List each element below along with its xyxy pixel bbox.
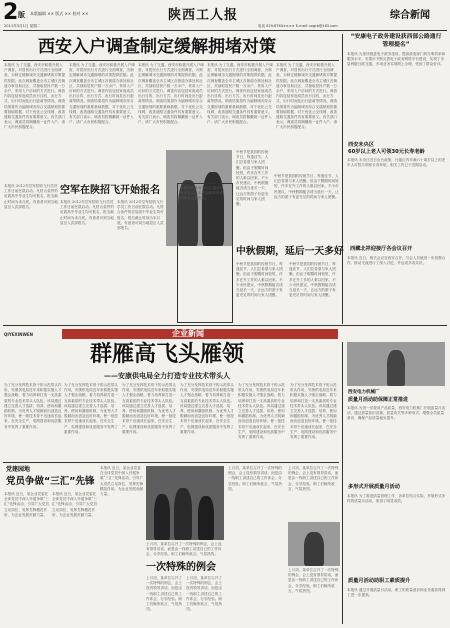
right-lower-rule: [342, 342, 343, 624]
enterprise-rule: [3, 325, 447, 326]
special-headline: 一次特殊的例会: [146, 562, 216, 573]
main-feature-body-col5: 为了充分发挥技术骨干的示范带头作用，安康供电局近年来积极实施人才强企战略，着力培养和打造一支高素质的专业技术带头人队伍。该局通过建立完善人才选拔、培养、使用和激励机制，为优秀人才脱颖而出创造良好环境，使一批技术骨干迅速成长起来，在安全生产、电网建设和优质服务中发挥了重要作用。: [238, 383, 285, 440]
special-body-col3: 上月初，某单位召开了一次特殊的例会，会上没有领导讲话，而是由一线职工讲述自己的工作体会，分享经验。职工们畅所欲言，气氛热烈。: [228, 466, 282, 491]
lower-rule: [3, 462, 339, 463]
feature-headline: 中秋假期，延后一天多好: [236, 246, 344, 257]
main-feature-body-col6: 为了充分发挥技术骨干的示范带头作用，安康供电局近年来积极实施人才强企战略，着力培养和打造一支高素质的专业技术带头人队伍。该局通过建立完善人才选拔、培养、使用和激励机制，为优秀人才脱颖而出创造良好环境，使一批技术骨干迅速成长起来，在安全生产、电网建设和优质服务中发挥了重要作用。: [290, 383, 337, 440]
photo-caption: 中秋节是我国的传统节日，每逢佳节，人们总希望与家人团聚。但由于假期时间较短，许多在外工作的人难以回家。不少市民建议，中秋假期能否适当延长一天，让远方的游子有更充足的时间与家人团聚。: [236, 150, 269, 207]
lead-rule: [3, 60, 339, 61]
right-column-rule: [342, 34, 343, 324]
enterprise-label: 企业新闻: [172, 329, 204, 338]
party-headline: 党员争做“三汇”先锋: [6, 476, 95, 487]
page-label: 版: [18, 11, 25, 19]
editor-meta: 本版编辑 ×× 版式 ×× 校对 ××: [30, 11, 89, 16]
lead-body-col2: 本报讯 为了交通。西安市积极开展入户调查，对居民出行方式进行全面调查，为制定缓解城市交通拥堵的对策提供依据。此次调查覆盖全市主城区各街道办事处和社区，共抽取居民户数一万余户，采用入户访问的方式进行。调查内容包括家庭成员出行目的、出行方式、出行时间及出行距离等情况。调查结果将作为编制城市综合交通规划的重要基础数据，对于优化公交线网、改善道路交通条件具有重要意义。有关部门表示，调查员将佩戴统一证件入户，请广大市民积极配合。: [69, 63, 135, 125]
right-story2-body: 本报讯 未央区近日出台政策，凡辖区内年满六十周岁以上的老年人可按月领取长寿补贴，相关工作已于近期启动。: [347, 158, 446, 168]
employment-body-col3: 本报讯 2012年空军招收飞行学员工作日前在陕启动。凡符合条件的应届高中毕业生均可报名，报名截止时间为本月底。有意者可到当地县区人武部报名。: [117, 200, 164, 231]
right-lower-story2-headline: 多形式开展质量月活动: [348, 484, 400, 490]
feature-body-col1: 中秋节是我国的传统节日，每逢佳节，人们总希望与家人团聚。但由于假期时间较短，许多在外工作的人难以回家。不少市民建议，中秋假期能否适当延长一天，让远方的游子有更充足的时间与家人团聚。: [274, 174, 339, 199]
issue-date: 2011年3月1日 星期二: [4, 24, 41, 28]
main-feature-body-col2: 为了充分发挥技术骨干的示范带头作用，安康供电局近年来积极实施人才强企战略，着力培养和打造一支高素质的专业技术带头人队伍。该局通过建立完善人才选拔、培养、使用和激励机制，为优秀人才脱颖而出创造良好环境，使一批技术骨干迅速成长起来，在安全生产、电网建设和优质服务中发挥了重要作用。: [64, 383, 118, 434]
lead-body-col4: 本报讯 为了交通。西安市积极开展入户调查，对居民出行方式进行全面调查，为制定缓解城市交通拥堵的对策提供依据。此次调查覆盖全市主城区各街道办事处和社区，共抽取居民户数一万余户，采用入户访问的方式进行。调查内容包括家庭成员出行目的、出行方式、出行时间及出行距离等情况。调查结果将作为编制城市综合交通规划的重要基础数据，对于优化公交线网、改善道路交通条件具有重要意义。有关部门表示，调查员将佩戴统一证件入户，请广大市民积极配合。: [207, 63, 273, 125]
main-feature-body-col4: 为了充分发挥技术骨干的示范带头作用，安康供电局近年来积极实施人才强企战略，着力培养和打造一支高素质的专业技术带头人队伍。该局通过建立完善人才选拔、培养、使用和激励机制，为优秀人才脱颖而出创造良好环境，使一批技术骨干迅速成长起来，在安全生产、电网建设和优质服务中发挥了重要作用。: [180, 383, 234, 434]
contact-info: 电话 029-8764×××× E-mail: sxgrb@163.com: [258, 24, 338, 28]
meeting-photo-caption: 上月初，某单位召开了一次特殊的例会，会上没有领导讲话，而是由一线职工讲述自己的工作体会，分享经验。职工们畅所欲言，气氛热烈。: [146, 542, 222, 557]
employment-body-col1: 本报讯 2012年空军招收飞行学员工作日前在陕启动。凡符合条件的应届高中毕业生均可报名，报名截止时间为本月底。有意者可到当地县区人武部报名。: [4, 184, 58, 209]
employment-body-col2: 本报讯 2012年空军招收飞行学员工作日前在陕启动。凡符合条件的应届高中毕业生均可报名，报名截止时间为本月底。有意者可到当地县区人武部报名。: [60, 200, 114, 225]
main-feature-subheadline: ——安康供电局全力打造专业技术带头人: [104, 371, 230, 380]
right-story1-body: 本报讯 为加快推进电子政务建设，提高政府部门的办事效率和服务水平，安康市不断完善电子政务网络平台建设，实现了市县两级互联互通，多项业务实现网上办理，受到了群众好评。: [347, 52, 446, 67]
masthead: [0, 0, 450, 30]
right-lower-story3-headline: 质量月活动助职工素质提升: [348, 578, 411, 584]
special-body-col4: 上月初，某单位召开了一次特殊的例会，会上没有领导讲话，而是由一线职工讲述自己的工作体会，分享经验。职工们畅所欲言，气氛热烈。: [288, 466, 339, 491]
right-story1-headline: “安康电子政务建设获西部公路通行管理提名”: [350, 34, 442, 48]
section-title: 综合新闻: [390, 10, 430, 21]
enterprise-pinyin: QIYEXINWEN: [4, 332, 33, 337]
special-body-col2: 上月初，某单位召开了一次特殊的例会，会上没有领导讲话，而是由一线职工讲述自己的工作体会，分享经验。职工们畅所欲言，气氛热烈。: [186, 576, 222, 612]
party-body-col2: 本报讯 近日，某企业党委在全体党员中深入开展争做“三汇”先锋活动，引导广大党员立足岗位、发挥先锋模范作用，为企业发展贡献力量。: [52, 492, 97, 517]
lead-body-col5: 本报讯 为了交通。西安市积极开展入户调查，对居民出行方式进行全面调查，为制定缓解城市交通拥堵的对策提供依据。此次调查覆盖全市主城区各街道办事处和社区，共抽取居民户数一万余户，采用入户访问的方式进行。调查内容包括家庭成员出行目的、出行方式、出行时间及出行距离等情况。调查结果将作为编制城市综合交通规划的重要基础数据，对于优化公交线网、改善道路交通条件具有重要意义。有关部门表示，调查员将佩戴统一证件入户，请广大市民积极配合。: [276, 63, 338, 130]
right-lower-story1-headline: 质量月活动助保障正常推进: [348, 397, 409, 403]
lead-body-col3: 本报讯 为了交通。西安市积极开展入户调查，对居民出行方式进行全面调查，为制定缓解城市交通拥堵的对策提供依据。此次调查覆盖全市主城区各街道办事处和社区，共抽取居民户数一万余户，采用入户访问的方式进行。调查内容包括家庭成员出行目的、出行方式、出行时间及出行距离等情况。调查结果将作为编制城市综合交通规划的重要基础数据，对于优化公交线网、改善道路交通条件具有重要意义。有关部门表示，调查员将佩戴统一证件入户，请广大市民积极配合。: [138, 63, 204, 125]
page-number: 2: [3, 0, 19, 25]
employment-headline: 空军在陕招飞开始报名: [60, 185, 160, 196]
main-feature-body-col3: 为了充分发挥技术骨干的示范带头作用，安康供电局近年来积极实施人才强企战略，着力培养和打造一支高素质的专业技术带头人队伍。该局通过建立完善人才选拔、培养、使用和激励机制，为优秀人才脱颖而出创造良好环境，使一批技术骨干迅速成长起来，在安全生产、电网建设和优质服务中发挥了重要作用。: [122, 383, 176, 434]
right-lower-story1-label: 西安电力机械厂: [348, 390, 380, 395]
feature-body-col3: 中秋节是我国的传统节日，每逢佳节，人们总希望与家人团聚。但由于假期时间较短，许多在外工作的人难以回家。不少市民建议，中秋假期能否适当延长一天，让远方的游子有更充足的时间与家人团聚。: [289, 262, 336, 298]
meeting-photo: [146, 466, 224, 540]
special-body-col5: 上月初，某单位召开了一次特殊的例会，会上没有领导讲话，而是由一线职工讲述自己的工作体会，分享经验。职工们畅所欲言，气氛热烈。: [288, 568, 339, 593]
masthead-rule: [3, 30, 447, 31]
main-feature-headline: 群雁高飞头雁领: [90, 342, 245, 367]
right-story3-headline: 西藏北祥迎接厅各会议召开: [350, 246, 413, 252]
lead-body-col1: 本报讯 为了交通。西安市积极开展入户调查，对居民出行方式进行全面调查，为制定缓解城市交通拥堵的对策提供依据。此次调查覆盖全市主城区各街道办事处和社区，共抽取居民户数一万余户，采用入户访问的方式进行。调查内容包括家庭成员出行目的、出行方式、出行时间及出行距离等情况。调查结果将作为编制城市综合交通规划的重要基础数据，对于优化公交线网、改善道路交通条件具有重要意义。有关部门表示，调查员将佩戴统一证件入户，请广大市民积极配合。: [4, 63, 66, 130]
feature-body-col2: 中秋节是我国的传统节日，每逢佳节，人们总希望与家人团聚。但由于假期时间较短，许多在外工作的人难以回家。不少市民建议，中秋假期能否适当延长一天，让远方的游子有更充足的时间与家人团聚。: [236, 262, 283, 298]
paper-logo: 陕西工人报: [168, 8, 239, 23]
worker-photo: [288, 522, 340, 566]
right-lower-story3-body: 本报讯 通过开展质量月活动，职工的质量意识和业务素质得到了进一步提高。: [347, 588, 446, 598]
lead-headline: 西安入户调查制定缓解拥堵对策: [38, 37, 276, 57]
right-story2-headline: 西安未央区 60岁以上老人可领30元长寿老龄: [348, 142, 425, 155]
party-body-col1: 本报讯 近日，某企业党委在全体党员中深入开展争做“三汇”先锋活动，引导广大党员立足岗位、发挥先锋模范作用，为企业发展贡献力量。: [4, 492, 49, 517]
party-body-col3: 本报讯 近日，某企业党委在全体党员中深入开展争做“三汇”先锋活动，引导广大党员立足岗位、发挥先锋模范作用，为企业发展贡献力量。: [100, 466, 144, 497]
right-story3-body: 本报讯 近日，相关会议在西安召开，与会人员就进一步加强合作、推动交流进行了深入讨论，并达成多项共识。: [347, 256, 446, 266]
main-feature-body-col1: 为了充分发挥技术骨干的示范带头作用，安康供电局近年来积极实施人才强企战略，着力培养和打造一支高素质的专业技术带头人队伍。该局通过建立完善人才选拔、培养、使用和激励机制，为优秀人才脱颖而出创造良好环境，使一批技术骨干迅速成长起来，在安全生产、电网建设和优质服务中发挥了重要作用。: [4, 383, 62, 429]
party-column-label: 党建园地: [6, 466, 31, 473]
ad-box: [177, 183, 233, 323]
special-body-col1: 上月初，某单位召开了一次特殊的例会，会上没有领导讲话，而是由一线职工讲述自己的工作体会，分享经验。职工们畅所欲言，气氛热烈。: [146, 576, 182, 612]
right-lower-story1-body: 本报讯 为进一步提高产品质量，西安电力机械厂开展质量月活动，通过质量知识竞赛、质量攻关等多种形式，增强全员质量意识，确保产品质量稳步提升。: [347, 406, 446, 421]
ad-box-body: 本报招收本省各地区通讯员，有意者请与本报编辑部联系，联系电话见报头。: [180, 186, 227, 201]
factory-photo: [347, 342, 445, 386]
right-lower-story2-body: 本报讯 为了推进质量管理工作，各单位结合实际，开展形式多样的质量月活动，取得了明显成效。: [347, 494, 446, 504]
